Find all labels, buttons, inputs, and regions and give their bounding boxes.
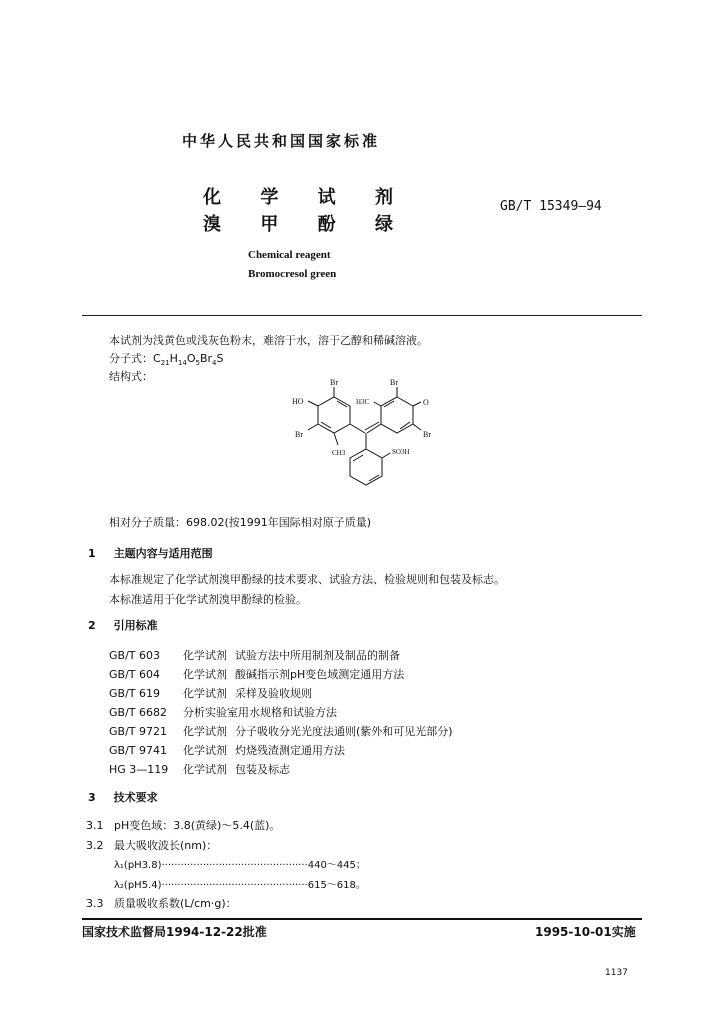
ref-title: 试验方法中所用制剂及制品的制备: [235, 649, 400, 662]
title-char: 剂: [374, 187, 393, 208]
section-title: 引用标准: [113, 619, 158, 632]
title-char: 酚: [317, 214, 336, 235]
left-benzene-ring: [318, 397, 350, 433]
ref-code: GB/T 619: [109, 687, 160, 700]
ref-title: 采样及验收规则: [235, 687, 312, 700]
label-br-top-right: Br: [390, 378, 398, 387]
section-number: 2: [88, 619, 96, 632]
ref-title: 分子吸收分光光度法通则(紫外和可见光部分): [235, 725, 453, 738]
approval-line: 国家技术监督局1994-12-22批准: [82, 925, 267, 939]
title-char: 甲: [260, 214, 279, 235]
right-quinoid-ring: [381, 397, 413, 433]
intro-description: 本试剂为浅黄色或浅灰色粉末，难溶于水，溶于乙醇和稀碱溶液。: [109, 334, 428, 347]
reference-row: [109, 742, 345, 758]
ref-code: HG 3—119: [109, 763, 169, 776]
title-char: 学: [260, 187, 279, 208]
page-number: 1137: [605, 968, 628, 978]
title-en-line-1: Chemical reagent: [248, 249, 331, 261]
section-3-heading: [88, 789, 158, 805]
reference-row: [109, 723, 453, 739]
reference-row: [109, 704, 337, 720]
section-number: 1: [88, 547, 96, 560]
label-br-top-left: Br: [330, 378, 338, 387]
title-cn-line-2: [203, 210, 393, 236]
title-char: 试: [317, 187, 336, 208]
label-ho: HO: [292, 397, 304, 406]
ref-category: 化学试剂: [183, 649, 227, 662]
header-divider: [82, 315, 642, 316]
standard-number: GB/T 15349—94: [500, 199, 602, 214]
section-1-para-1: 本标准规定了化学试剂溴甲酚绿的技术要求、试验方法、检验规则和包装及标志。: [109, 573, 505, 586]
section-2-heading: [88, 617, 158, 633]
item-3-1: [86, 817, 280, 833]
title-en-line-2: Bromocresol green: [248, 268, 337, 280]
formula-value: $C_{21}H_{14}O_5Br_4S$: [153, 352, 224, 368]
ref-title: 包装及标志: [235, 763, 290, 776]
reference-row: [109, 761, 290, 777]
label-ch3: CH3: [332, 449, 346, 457]
ref-category: 化学试剂: [183, 668, 227, 681]
label-br-bottom-right: Br: [423, 430, 431, 439]
national-standard-heading: 中华人民共和国国家标准: [182, 132, 381, 150]
ref-code: GB/T 6682: [109, 706, 167, 719]
item-number: 3.1: [86, 819, 104, 832]
formula-line: [109, 350, 223, 367]
ref-code: GB/T 9721: [109, 725, 167, 738]
section-1-para-2: 本标准适用于化学试剂溴甲酚绿的检验。: [109, 593, 307, 606]
reference-row: [109, 666, 404, 682]
label-so3h: SO3H: [392, 448, 410, 456]
title-char: 化: [203, 187, 221, 208]
item-text: 质量吸收系数(L/cm·g)：: [114, 897, 237, 910]
title-char: 绿: [374, 214, 393, 235]
lambda-1-line: λ₁(pH3.8)··············································440～445；: [114, 860, 366, 871]
ref-category: 化学试剂: [183, 687, 227, 700]
section-number: 3: [88, 791, 96, 804]
item-text: pH变色域：3.8(黄绿)～5.4(蓝)。: [114, 819, 281, 832]
ref-code: GB/T 603: [109, 649, 160, 662]
reference-row: [109, 647, 400, 663]
ref-title: 酸碱指示剂pH变色域测定通用方法: [235, 668, 405, 681]
section-title: 主题内容与适用范围: [113, 547, 213, 560]
ref-code: GB/T 604: [109, 668, 160, 681]
bottom-benzene-ring: [350, 449, 382, 485]
title-char: 溴: [203, 214, 221, 235]
ref-title: 分析实验室用水规格和试验方法: [183, 706, 337, 719]
reference-row: [109, 685, 312, 701]
item-number: 3.3: [86, 897, 104, 910]
molecular-mass: 相对分子质量：698.02(按1991年国际相对原子质量): [109, 516, 372, 529]
item-text: 最大吸收波长(nm)：: [114, 839, 218, 852]
ref-category: 化学试剂: [183, 725, 227, 738]
ref-code: GB/T 9741: [109, 744, 167, 757]
section-title: 技术要求: [113, 791, 158, 804]
ref-category: 化学试剂: [183, 744, 227, 757]
item-3-2: [86, 837, 217, 853]
structure-label: 结构式：: [109, 370, 153, 383]
ref-title: 灼烧残渣测定通用方法: [235, 744, 345, 757]
label-o: O: [423, 398, 429, 407]
lambda-2-line: λ₂(pH5.4)··············································615～618。: [114, 880, 366, 891]
item-3-3: [86, 895, 237, 911]
label-h3c: H3C: [356, 398, 370, 406]
label-br-bottom-left: Br: [295, 430, 303, 439]
ref-category: 化学试剂: [183, 763, 227, 776]
structural-formula: [280, 375, 460, 500]
item-number: 3.2: [86, 839, 104, 852]
title-cn-line-1: [203, 183, 393, 209]
implementation-date: 1995-10-01实施: [535, 925, 636, 939]
footer-divider: [82, 918, 642, 920]
section-1-heading: [88, 545, 213, 561]
formula-label: 分子式：: [109, 352, 153, 365]
